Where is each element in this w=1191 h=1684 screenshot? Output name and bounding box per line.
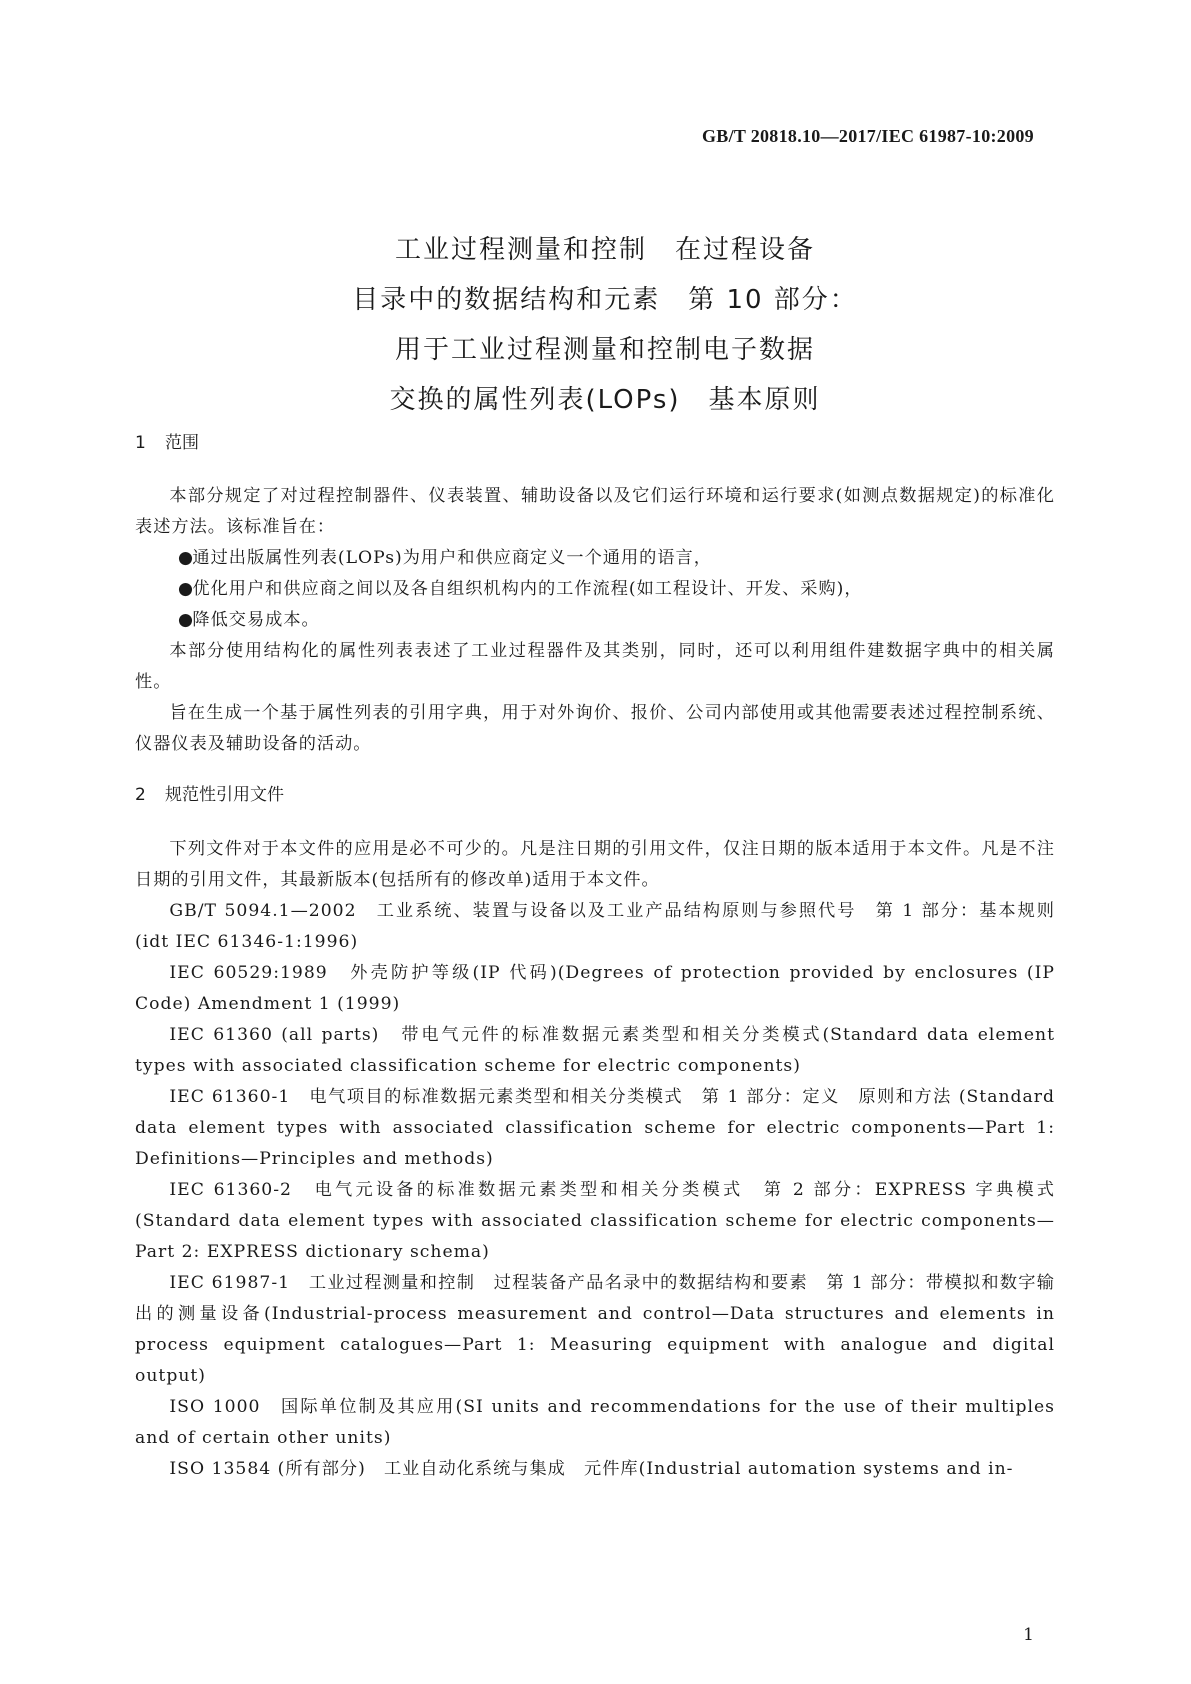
reference-entry: IEC 61360 (all parts) 带电气元件的标准数据元素类型和相关分类模式(Standard data element types with associated classification scheme for electric components) [135,1025,1055,1076]
bullet-icon: ● [178,548,194,568]
title-line: 工业过程测量和控制 在过程设备 [394,235,815,265]
title-line: 用于工业过程测量和控制电子数据 [394,335,815,365]
bullet-list [135,543,1055,636]
bullet-text: 通过出版属性列表(LOPs)为用户和供应商定义一个通用的语言， [192,548,712,568]
page-number: 1 [1023,1625,1034,1645]
bullet-icon: ● [178,579,194,599]
section-1-intro: 本部分规定了对过程控制器件、仪表装置、辅助设备以及它们运行环境和运行要求(如测点数据规定)的标准化表述方法。该标准旨在： [135,486,1055,537]
list-item [135,543,1055,574]
title-line: 目录中的数据结构和元素 第 10 部分： [352,285,858,315]
bullet-icon: ● [178,610,194,630]
bullet-text: 降低交易成本。 [192,610,320,630]
section-1-paragraph: 本部分使用结构化的属性列表表述了工业过程器件及其类别，同时，还可以利用组件建数据字典中的相关属性。 [135,641,1055,692]
reference-entry: ISO 13584 (所有部分) 工业自动化系统与集成 元件库(Industrial automation systems and in- [169,1459,1014,1479]
title-line: 交换的属性列表(LOPs) 基本原则 [389,385,821,415]
section-1-paragraph: 旨在生成一个基于属性列表的引用字典，用于对外询价、报价、公司内部使用或其他需要表述过程控制系统、仪器仪表及辅助设备的活动。 [135,703,1055,754]
section-title: 范围 [165,433,199,453]
reference-entry: IEC 61987-1 工业过程测量和控制 过程装备产品名录中的数据结构和要素 第 1 部分：带模拟和数字输出的测量设备(Industrial-process measurement and control—Data structures and elements in process equipment catalogues—Part 1: Measuring equipment with analogue and digital output) [135,1273,1055,1386]
section-1-heading [135,428,199,453]
section-2-heading [135,780,284,805]
section-2-body [135,834,1055,1485]
reference-entry: ISO 1000 国际单位制及其应用(SI units and recommendations for the use of their multiples and of certain other units) [135,1397,1055,1448]
section-2-intro: 下列文件对于本文件的应用是必不可少的。凡是注日期的引用文件，仅注日期的版本适用于本文件。凡是不注日期的引用文件，其最新版本(包括所有的修改单)适用于本文件。 [135,839,1055,890]
section-1-body [135,481,1055,760]
reference-entry: IEC 61360-2 电气元设备的标准数据元素类型和相关分类模式 第 2 部分：EXPRESS 字典模式 (Standard data element types with associated classification scheme for electric components—Part 2: EXPRESS dictionary schema) [135,1180,1055,1262]
section-number: 2 [135,785,146,805]
bullet-text: 优化用户和供应商之间以及各自组织机构内的工作流程(如工程设计、开发、采购)， [192,579,863,599]
section-number: 1 [135,433,146,453]
reference-entry: IEC 61360-1 电气项目的标准数据元素类型和相关分类模式 第 1 部分：定义 原则和方法 (Standard data element types with associated classification scheme for electric components—Part 1: Definitions—Principles and methods) [135,1087,1055,1169]
section-title: 规范性引用文件 [165,785,284,805]
standard-code-header: GB/T 20818.10—2017/IEC 61987-10:2009 [702,126,1034,146]
document-title [160,225,1050,425]
reference-entry: IEC 60529:1989 外壳防护等级(IP 代码)(Degrees of protection provided by enclosures (IP Code) Amendment 1 (1999) [135,963,1055,1014]
list-item [135,605,1055,636]
list-item [135,574,1055,605]
reference-entry: GB/T 5094.1—2002 工业系统、装置与设备以及工业产品结构原则与参照代号 第 1 部分：基本规则 (idt IEC 61346-1:1996) [135,901,1055,952]
